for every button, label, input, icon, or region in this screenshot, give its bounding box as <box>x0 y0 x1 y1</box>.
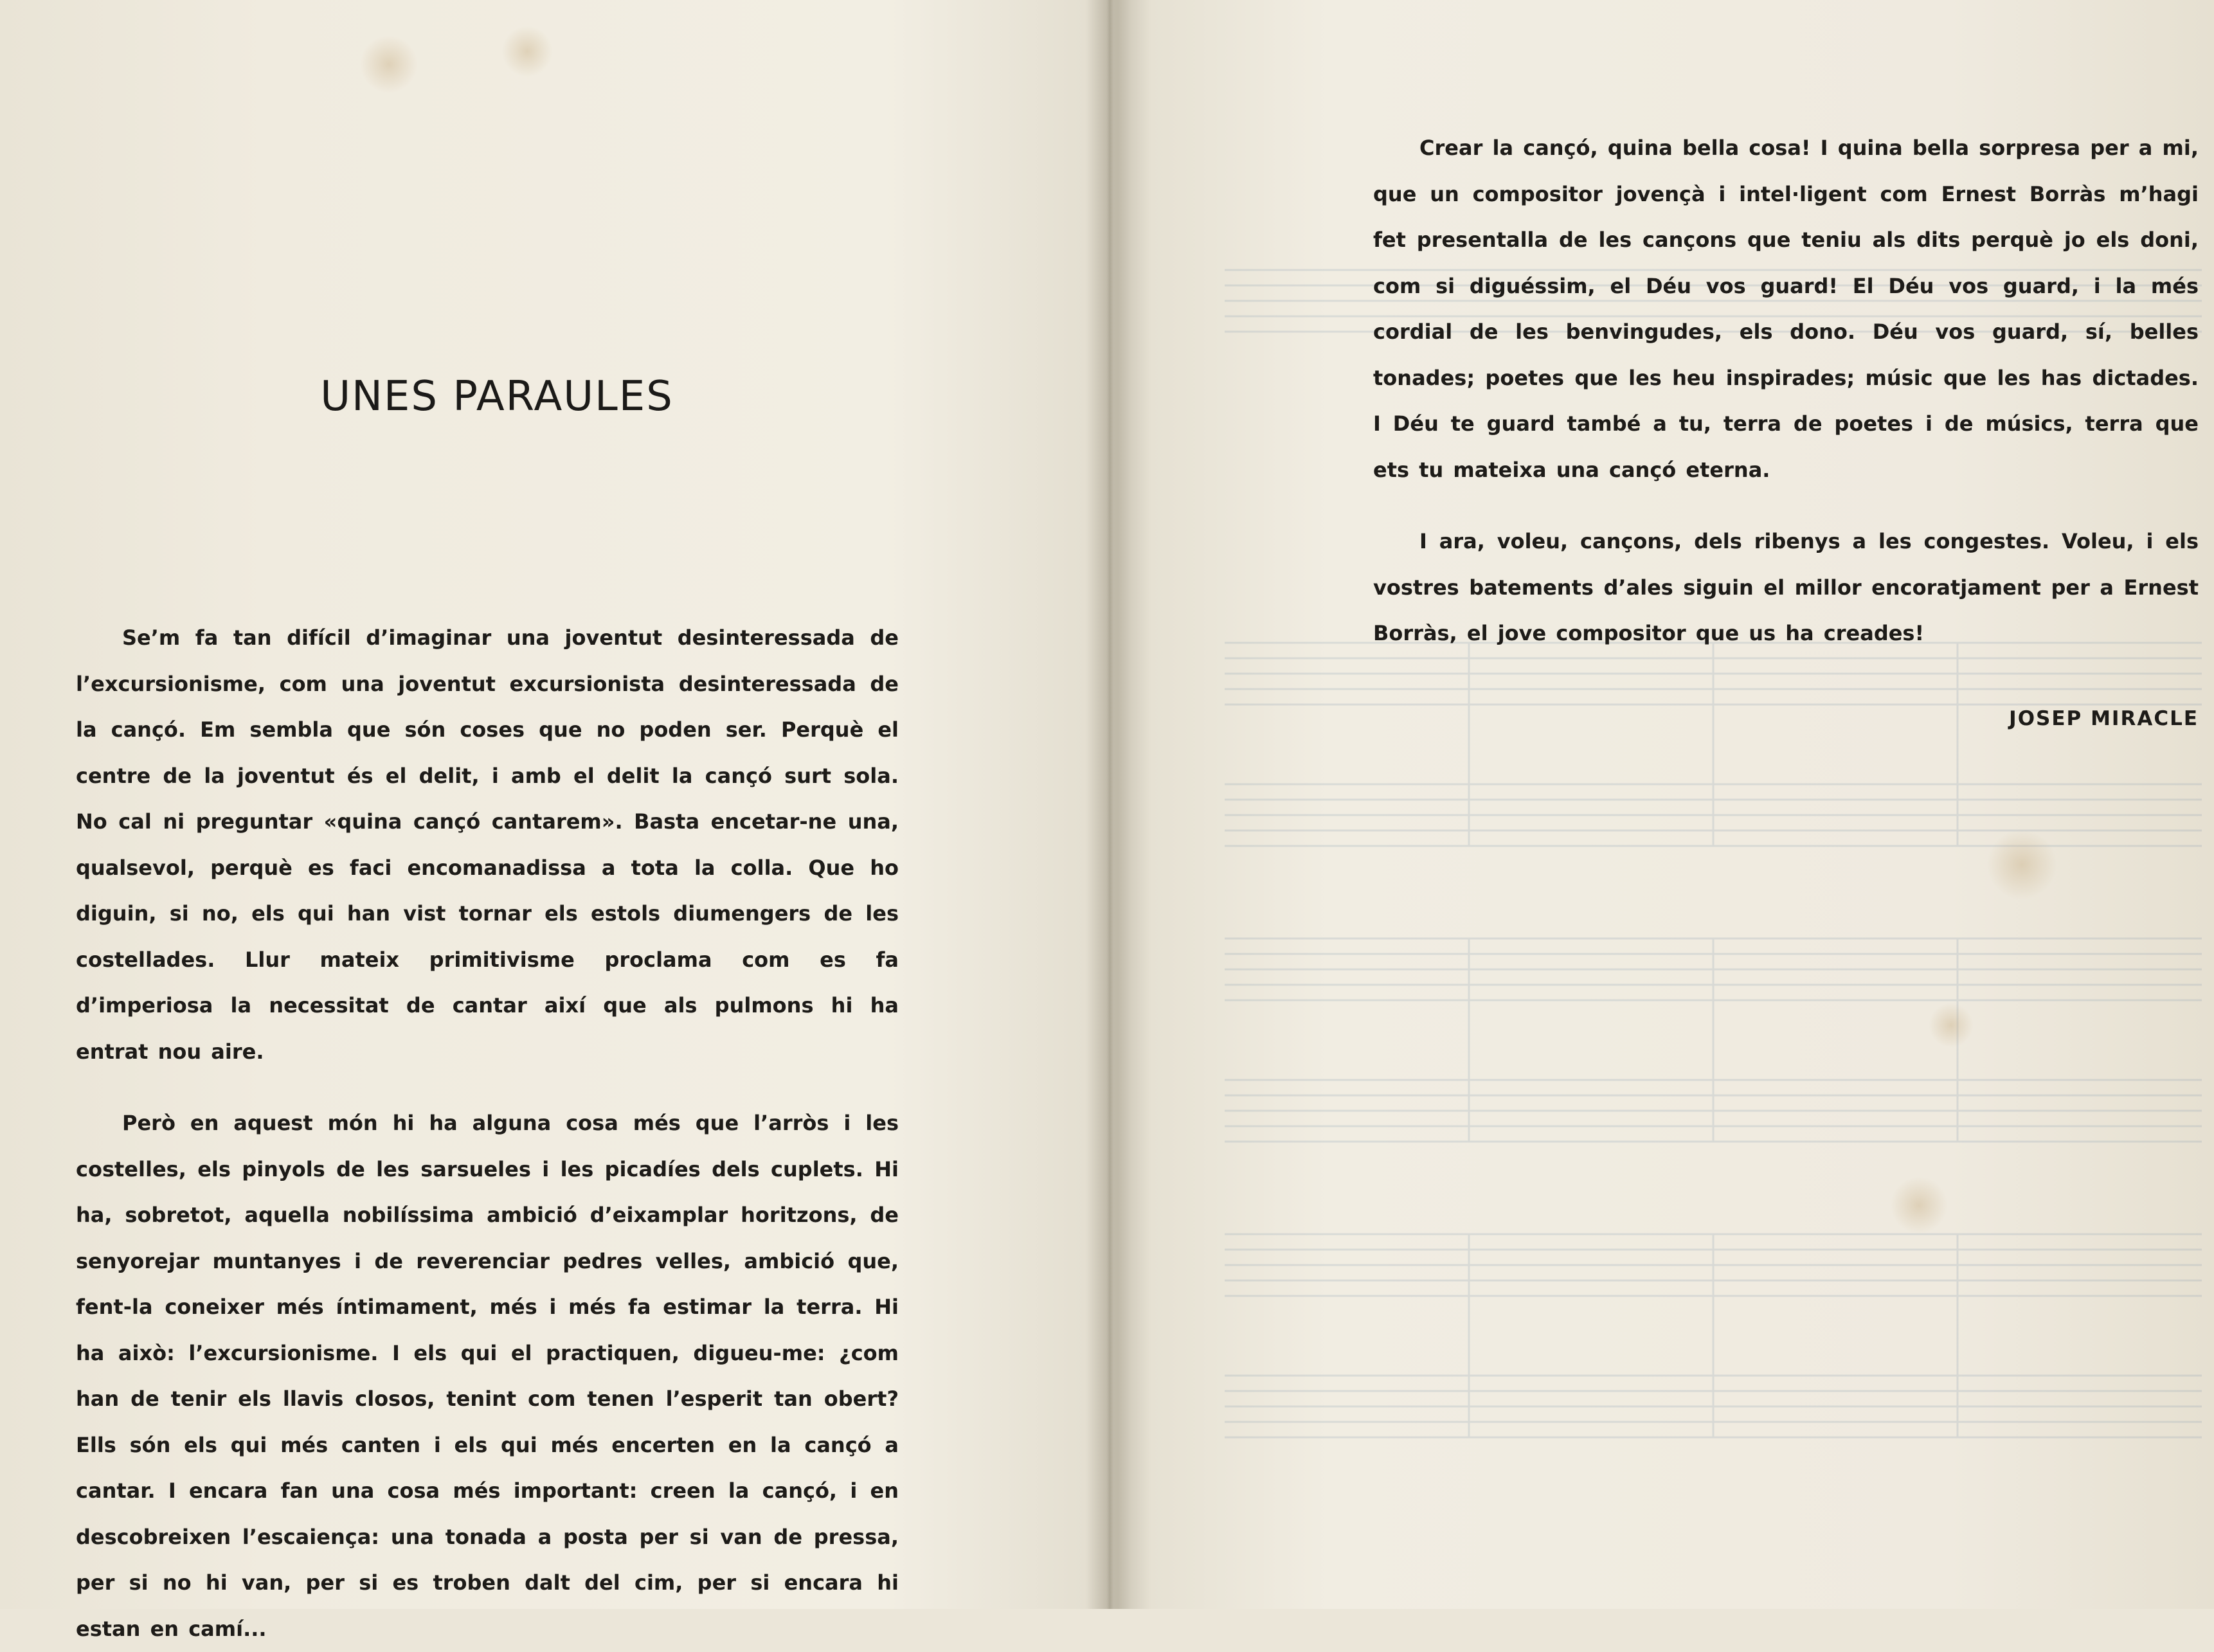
left-page <box>76 0 899 1641</box>
left-page-body <box>76 615 899 1652</box>
author-signature: JOSEP MIRACLE <box>2009 707 2199 730</box>
paragraph: I ara, voleu, cançons, dels ribenys a les congestes. Voleu, i els vostres batements d’ales siguin el millor encoratjament per a Ernest Borràs, el jove compositor que us ha creades! <box>1373 529 2199 645</box>
paragraph: Crear la cançó, quina bella cosa! I quina bella sorpresa per a mi, que un compositor jovençà i intel·ligent com Ernest Borràs m’hagi fet presentalla de les cançons que teniu als dits perquè jo els doni, com si diguéssim, el Déu vos guard! El Déu vos guard, i la més cordial de les benvingudes, els dono. Déu vos guard, sí, belles tonades; poetes que les heu inspirades; músic que les has dictades. I Déu te guard també a tu, terra de poetes i de músics, terra que ets tu mateixa una cançó eterna. <box>1373 136 2199 482</box>
page-title: UNES PARAULES <box>320 373 674 420</box>
right-page <box>1373 0 2199 1609</box>
book-gutter <box>1086 0 1131 1609</box>
right-page-body <box>1373 125 2199 657</box>
paragraph: Se’m fa tan difícil d’imaginar una joventut desinteressada de l’excursionisme, com una joventut excursionista desinteressada de la cançó. Em sembla que són coses que no poden ser. Perquè el centre de la joventut és el delit, i amb el delit la cançó surt sola. No cal ni preguntar «quina cançó cantarem». Basta encetar-ne una, qualsevol, perquè es faci encomanadissa a tota la colla. Que ho diguin, si no, els qui han vist tornar els estols diumengers de les costellades. Llur mateix primitivisme proclama com es fa d’imperiosa la necessitat de cantar així que als pulmons hi ha entrat nou aire. <box>76 625 899 1064</box>
paragraph: Però en aquest món hi ha alguna cosa més que l’arròs i les costelles, els pinyols de les sarsueles i les picadíes dels cuplets. Hi ha, sobretot, aquella nobilíssima ambició d’eixamplar horitzons, de senyorejar muntanyes i de reverenciar pedres velles, ambició que, fent-la coneixer més íntimament, més i més fa estimar la terra. Hi ha això: l’excursionisme. I els qui el practiquen, digueu-me: ¿com han de tenir els llavis closos, tenint com tenen l’esperit tan obert? Ells són els qui més canten i els qui més encerten en la cançó a cantar. I encara fan una cosa més important: creen la cançó, i en descobreixen l’escaiença: una tonada a posta per si van de pressa, per si no hi van, per si es troben dalt del cim, per si encara hi estan en camí... <box>76 1111 899 1641</box>
